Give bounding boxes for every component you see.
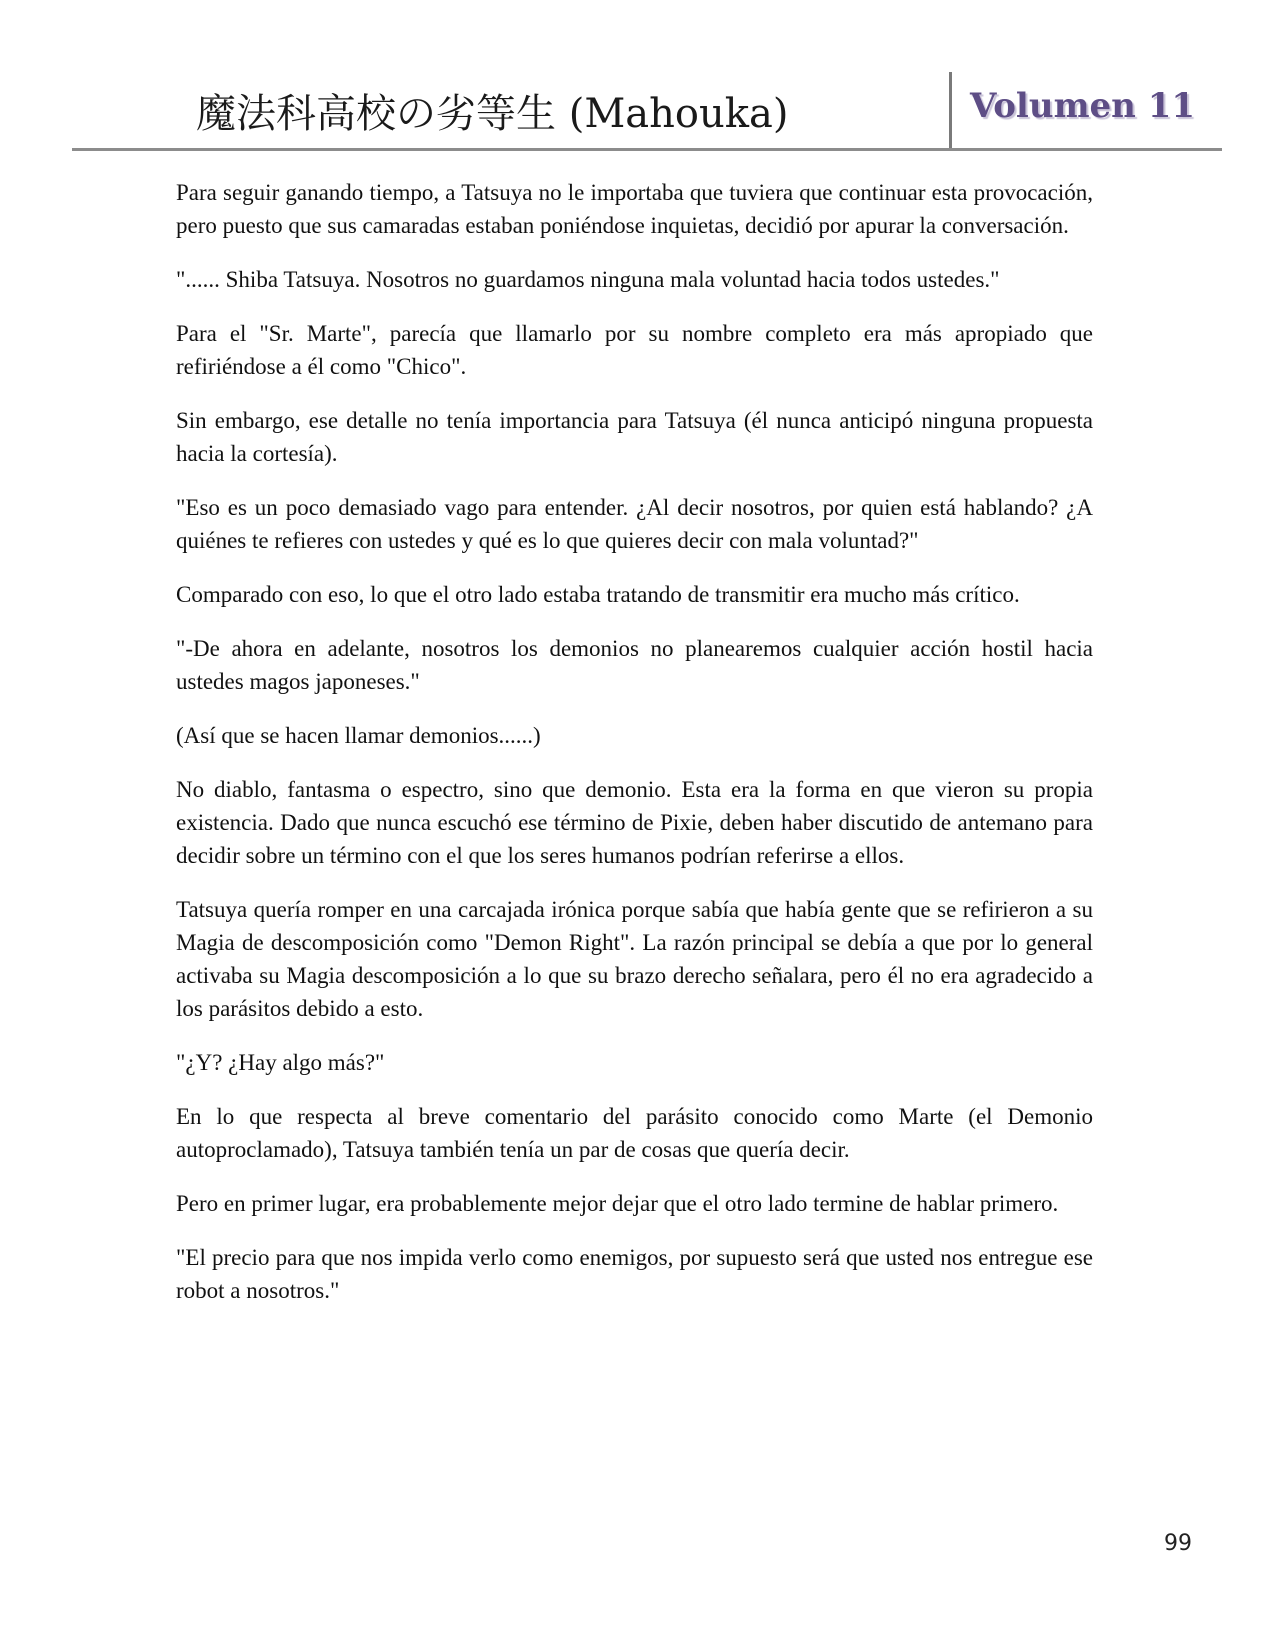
- paragraph-9: No diablo, fantasma o espectro, sino que demonio. Esta era la forma en que vieron su propia existencia. Dado que nunca escuchó ese término de Pixie, deben haber discutido de antemano para decidir sobre un término con el que los seres humanos podrían referirse a ellos.: [176, 777, 1093, 868]
- paragraph-4: Sin embargo, ese detalle no tenía importancia para Tatsuya (él nunca anticipó ninguna propuesta hacia la cortesía).: [176, 408, 1093, 466]
- paragraph-7: "-De ahora en adelante, nosotros los demonios no planearemos cualquier acción hostil hacia ustedes magos japoneses.": [176, 636, 1093, 694]
- paragraph-3: Para el "Sr. Marte", parecía que llamarlo por su nombre completo era más apropiado que refiriéndose a él como "Chico".: [176, 321, 1093, 379]
- volume-label: Volumen 11: [970, 86, 1196, 126]
- paragraph-12: En lo que respecta al breve comentario del parásito conocido como Marte (el Demonio autoproclamado), Tatsuya también tenía un par de cosas que quería decir.: [176, 1104, 1093, 1162]
- paragraph-1: Para seguir ganando tiempo, a Tatsuya no le importaba que tuviera que continuar esta provocación, pero puesto que sus camaradas estaban poniéndose inquietas, decidió por apurar la conversación.: [176, 180, 1093, 238]
- paragraph-8: (Así que se hacen llamar demonios......): [176, 723, 541, 748]
- paragraph-2: "...... Shiba Tatsuya. Nosotros no guardamos ninguna mala voluntad hacia todos ustedes.": [176, 267, 1000, 292]
- page-number: 99: [1164, 1531, 1192, 1556]
- body-text: [176, 176, 1093, 1328]
- paragraph-6: Comparado con eso, lo que el otro lado estaba tratando de transmitir era mucho más crítico.: [176, 582, 1020, 607]
- paragraph-10: Tatsuya quería romper en una carcajada irónica porque sabía que había gente que se refirieron a su Magia de descomposición como "Demon Right". La razón principal se debía a que por lo general activaba su Magia descomposición a lo que su brazo derecho señalara, pero él no era agradecido a los parásitos debido a esto.: [176, 897, 1093, 1021]
- header-divider: [949, 72, 952, 148]
- page-header: [72, 68, 1222, 150]
- paragraph-13: Pero en primer lugar, era probablemente mejor dejar que el otro lado termine de hablar primero.: [176, 1191, 1059, 1216]
- header-rule: [72, 148, 1222, 151]
- paragraph-14: "El precio para que nos impida verlo como enemigos, por supuesto será que usted nos entregue ese robot a nosotros.": [176, 1245, 1093, 1303]
- paragraph-11: "¿Y? ¿Hay algo más?": [176, 1050, 385, 1075]
- book-title: 魔法科高校の劣等生 (Mahouka): [196, 91, 789, 137]
- paragraph-5: "Eso es un poco demasiado vago para entender. ¿Al decir nosotros, por quien está hablando? ¿A quiénes te refieres con ustedes y qué es lo que quieres decir con mala voluntad?": [176, 495, 1093, 553]
